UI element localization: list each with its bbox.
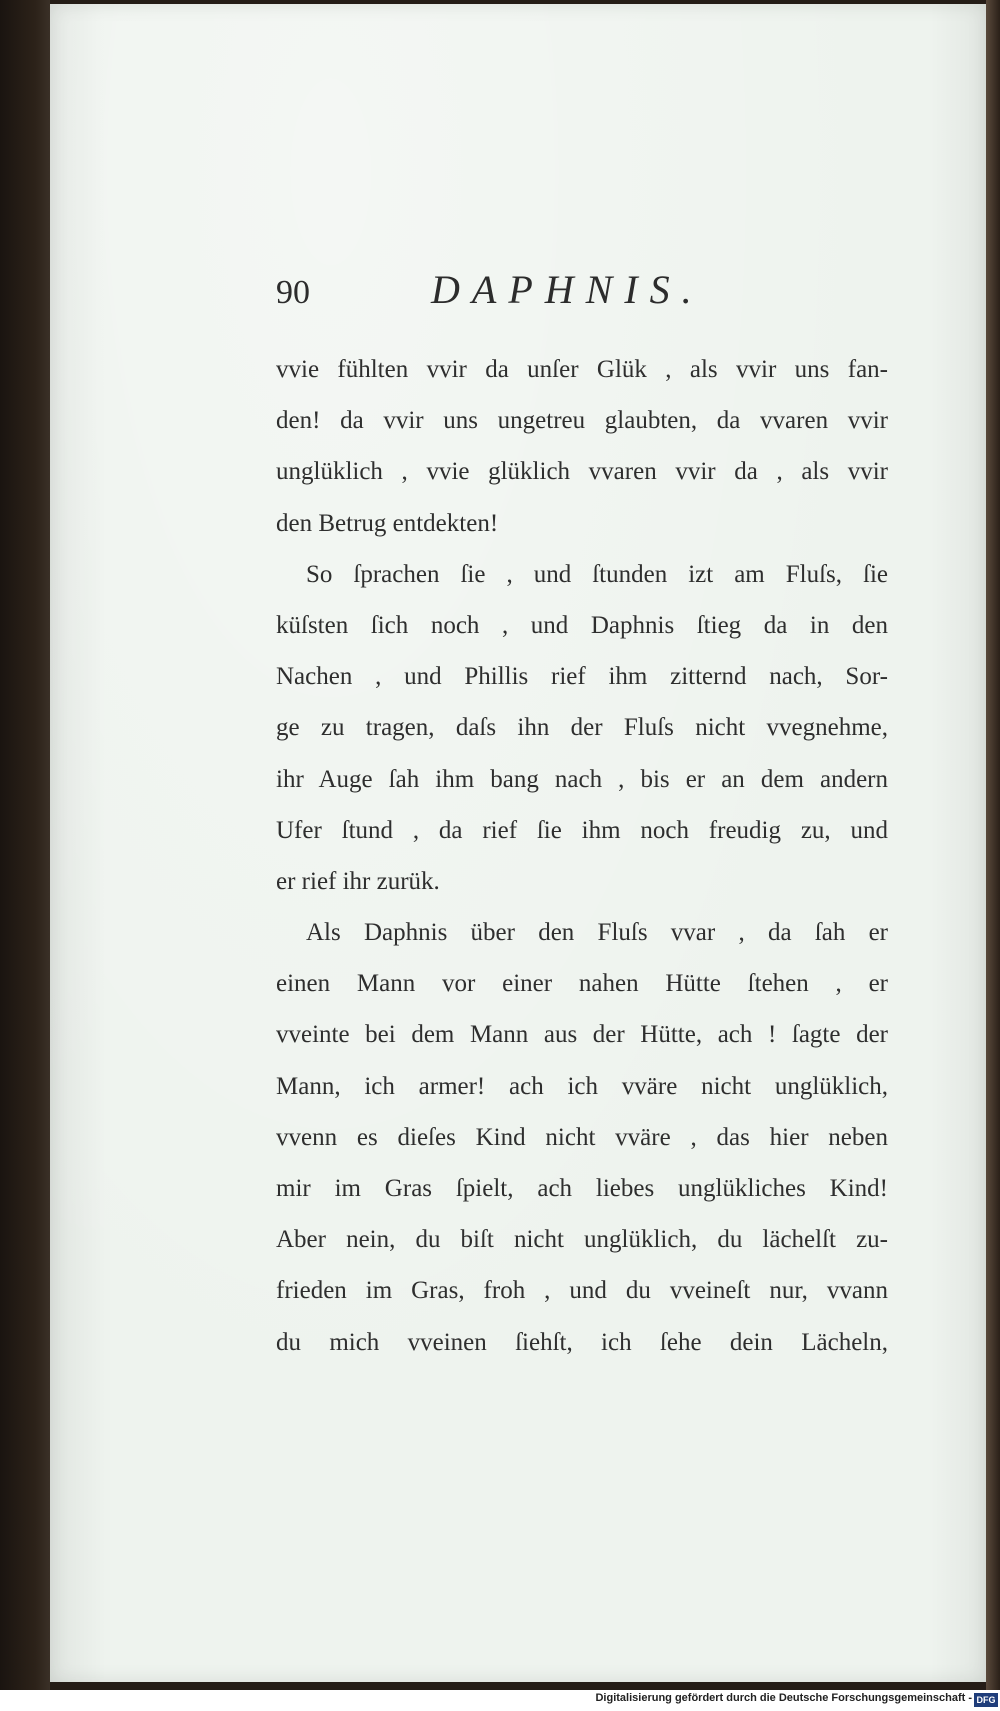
text-line: Aber nein, du biſt nicht unglüklich, du lächelſt zu- bbox=[276, 1226, 888, 1254]
text-line: vvenn es dieſes Kind nicht vväre , das hier neben bbox=[276, 1123, 888, 1151]
text-line: vvie fühlten vvir da unſer Glük , als vvir uns fan- bbox=[276, 356, 888, 383]
text-line: vveinte bei dem Mann aus der Hütte, ach ! ſagte der bbox=[276, 1021, 888, 1049]
text-line: Nachen , und Phillis rief ihm zitternd nach, Sor- bbox=[276, 663, 888, 691]
text-line: einen Mann vor einer nahen Hütte ſtehen , er bbox=[276, 970, 888, 998]
text-line: den! da vvir uns ungetreu glaubten, da vvaren vvir bbox=[276, 407, 888, 435]
running-title: DAPHNIS. bbox=[431, 267, 704, 312]
text-line: frieden im Gras, froh , und du vveineſt nur, vvann bbox=[276, 1277, 888, 1305]
text-line: ge zu tragen, daſs ihn der Fluſs nicht vvegnehme, bbox=[276, 714, 888, 742]
text-line: küſsten ſich noch , und Daphnis ſtieg da in den bbox=[276, 611, 888, 639]
text-line: mir im Gras ſpielt, ach liebes unglükliches Kind! bbox=[276, 1175, 888, 1202]
text-line: Als Daphnis über den Fluſs vvar , da ſah er bbox=[306, 919, 888, 947]
text-line: er rief ihr zurük. bbox=[276, 867, 440, 895]
running-head bbox=[276, 266, 856, 316]
text-line: du mich vveinen ſiehſt, ich ſehe dein Lächeln, bbox=[276, 1328, 888, 1356]
text-line: Ufer ſtund , da rief ſie ihm noch freudig zu, und bbox=[276, 816, 888, 844]
book-page bbox=[50, 4, 986, 1682]
body-text bbox=[276, 344, 888, 1368]
dfg-logo-icon: DFG bbox=[974, 1693, 998, 1707]
text-line: Mann, ich armer! ach ich vväre nicht unglüklich, bbox=[276, 1072, 888, 1100]
text-line: So ſprachen ſie , und ſtunden izt am Fluſs, ſie bbox=[306, 560, 888, 588]
digitization-footer bbox=[0, 1690, 1000, 1711]
text-line: ihr Auge ſah ihm bang nach , bis er an dem andern bbox=[276, 765, 888, 793]
book-binding-edge bbox=[0, 0, 50, 1690]
funding-credit: Digitalisierung gefördert durch die Deutsche Forschungsgemeinschaft - bbox=[595, 1692, 972, 1704]
text-line: unglüklich , vvie glüklich vvaren vvir da , als vvir bbox=[276, 458, 888, 486]
book-right-edge bbox=[986, 0, 1000, 1690]
page-number: 90 bbox=[276, 274, 310, 311]
text-line: den Betrug entdekten! bbox=[276, 509, 499, 537]
